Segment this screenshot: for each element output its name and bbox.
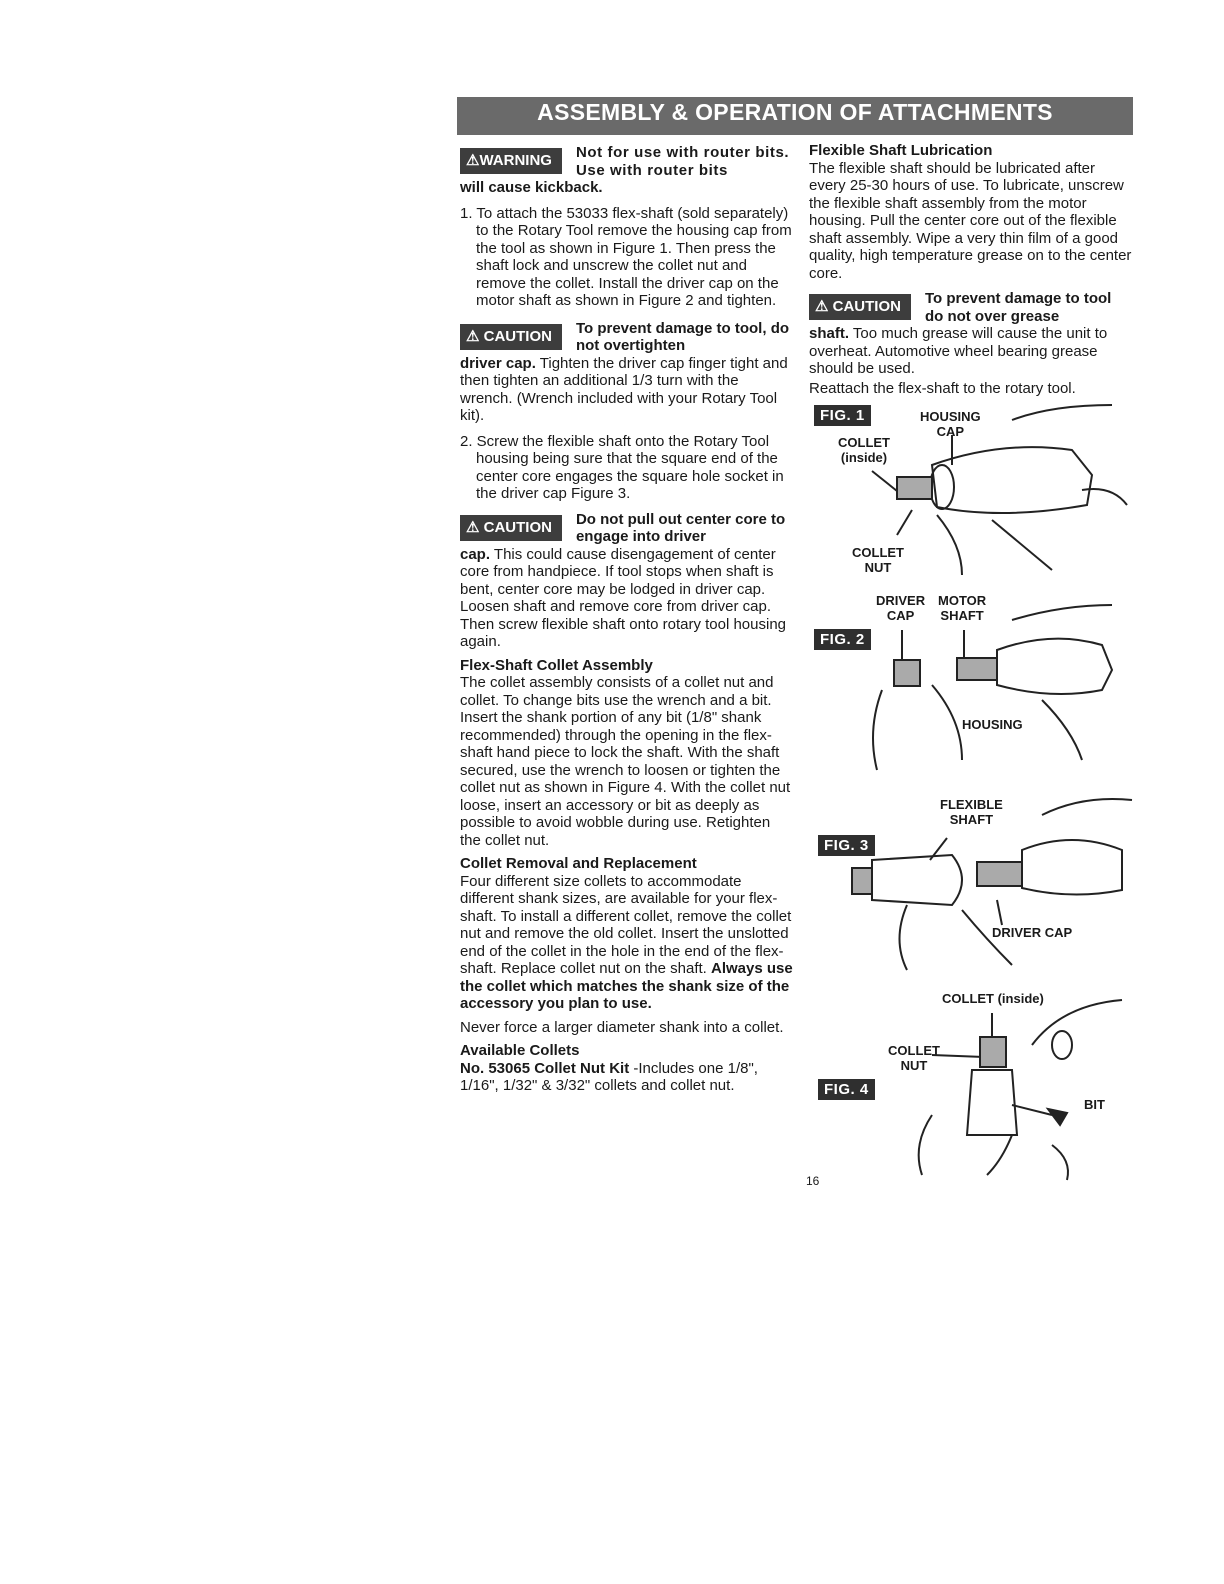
- caution-badge: ⚠ CAUTION: [809, 294, 911, 320]
- warning-badge: ⚠WARNING: [460, 148, 562, 174]
- caution-badge: ⚠ CAUTION: [460, 324, 562, 350]
- collet-kit-name: No. 53065 Collet Nut Kit: [460, 1059, 630, 1077]
- fig3-label: FIG. 3: [818, 835, 875, 856]
- left-column: [460, 144, 794, 1101]
- fig2-illustration: [812, 590, 1132, 790]
- collet-removal-bold: Always use the collet which matches the shank size of the accessory you plan to use.: [460, 960, 793, 1012]
- caution-body: Too much grease will cause the unit to overheat. Automotive wheel bearing grease should be used.: [809, 325, 1108, 377]
- fig4-label: FIG. 4: [818, 1079, 875, 1100]
- section-banner: [457, 97, 1133, 135]
- never-force-note: Never force a larger diameter shank into a collet.: [460, 1018, 784, 1036]
- fig2-label: FIG. 2: [814, 629, 871, 650]
- fig4-bit: BIT: [1084, 1097, 1105, 1112]
- collet-removal-heading: Collet Removal and Replacement: [460, 855, 697, 872]
- caution-block-1: [460, 320, 794, 425]
- fig2-motor-shaft: MOTOR SHAFT: [938, 593, 987, 623]
- collet-assembly-heading: Flex-Shaft Collet Assembly: [460, 656, 653, 674]
- step-2: 2. Screw the flexible shaft onto the Rotary Tool housing being sure that the square end of the center core engages the square hole socket in the driver cap Figure 3.: [460, 432, 784, 502]
- fig1-label: FIG. 1: [814, 405, 871, 426]
- reattach-note: Reattach the flex-shaft to the rotary tool.: [809, 379, 1076, 397]
- lubrication-body: The flexible shaft should be lubricated after every 25-30 hours of use. To lubricate, unscrew the flexible shaft assembly from the motor housing. Pull the center core out of the flexible shaft assembly. Wipe a very thin film of a good quality, high temperature grease on to the center core.: [809, 159, 1132, 282]
- caution-bold-tail: driver cap.: [460, 354, 536, 372]
- fig4-collet-inside: COLLET (inside): [942, 991, 1044, 1006]
- caution-heading: To prevent damage to tool do not over grease: [924, 290, 1112, 325]
- page-title: ASSEMBLY & OPERATION OF ATTACHMENTS: [537, 99, 1053, 125]
- collet-assembly-body: The collet assembly consists of a collet nut and collet. To change bits use the wrench and a bit. Insert the shank portion of any bit (1/8" shank recommended) through the opening in the flex-shaft hand piece to lock the shaft. With the shaft secured, use the wrench to loosen or tighten the collet nut as shown in Figure 4. With the collet nut loose, insert an accessory or bit as deeply as possible to avoid wobble during use. Retighten the collet nut.: [460, 674, 791, 849]
- fig4-collet-nut: COLLET NUT: [888, 1043, 940, 1073]
- caution-heading: To prevent damage to tool, do not overtighten: [575, 319, 790, 354]
- fig3-illustration: [812, 790, 1132, 980]
- lubrication-heading: Flexible Shaft Lubrication: [809, 142, 993, 159]
- right-column: [809, 142, 1133, 403]
- figures-panel: [812, 395, 1132, 1180]
- caution-badge: ⚠ CAUTION: [460, 515, 562, 541]
- warning-heading: Not for use with router bits. Use with router bits: [575, 144, 790, 179]
- step-1: 1. To attach the 53033 flex-shaft (sold separately) to the Rotary Tool remove the housing cap from the tool as shown in Figure 1. Then press the shaft lock and unscrew the collet nut and remove the collet. Install the driver cap on the motor shaft as shown in Figure 2 and tighten.: [460, 204, 792, 309]
- collet-kit-line: [460, 1060, 794, 1095]
- fig2-driver-cap: DRIVER CAP: [876, 593, 926, 623]
- fig1-collet-nut: COLLET NUT: [852, 545, 904, 575]
- caution-body: Tighten the driver cap finger tight and then tighten an additional 1/3 turn with the wrench. (Wrench included with your Rotary Tool kit).: [460, 354, 788, 424]
- fig1-collet-inside: COLLET (inside): [838, 435, 890, 465]
- collet-removal-body: Four different size collets to accommodate different shank sizes, are available for your flex-shaft. To install a different collet, remove the collet nut and remove the old collet. Insert the unslotted end of the collet in the hole in the end of the flex-shaft. Replace collet nut on the shaft.: [460, 872, 792, 977]
- page-number: 16: [806, 1174, 820, 1188]
- caution-block-3: [809, 290, 1133, 378]
- fig1-housing-cap: HOUSING CAP: [920, 409, 981, 439]
- collet-removal-paragraph: [460, 873, 794, 1013]
- fig3-driver-cap: DRIVER CAP: [992, 925, 1073, 940]
- caution-bold-tail: shaft.: [809, 325, 850, 342]
- fig4-illustration: [812, 985, 1132, 1185]
- fig2-housing: HOUSING: [962, 717, 1023, 732]
- warning-block: [460, 144, 794, 197]
- warning-tail: will cause kickback.: [460, 179, 603, 196]
- fig1-illustration: [812, 395, 1132, 585]
- caution-bold-tail: cap.: [460, 545, 491, 563]
- caution-body: This could cause disengagement of center core from handpiece. If tool stops when shaft is bent, center core may be lodged in driver cap. Loosen shaft and remove core from driver cap. Then screw flexible shaft onto rotary tool housing again.: [460, 545, 787, 650]
- caution-block-2: [460, 511, 794, 651]
- collet-kit-desc: -Includes one 1/8", 1/16", 1/32" & 3/32" collets and collet nut.: [460, 1059, 758, 1094]
- fig3-flexible-shaft: FLEXIBLE SHAFT: [940, 797, 1003, 827]
- available-collets-heading: Available Collets: [460, 1042, 580, 1059]
- caution-heading: Do not pull out center core to engage into driver: [575, 510, 786, 545]
